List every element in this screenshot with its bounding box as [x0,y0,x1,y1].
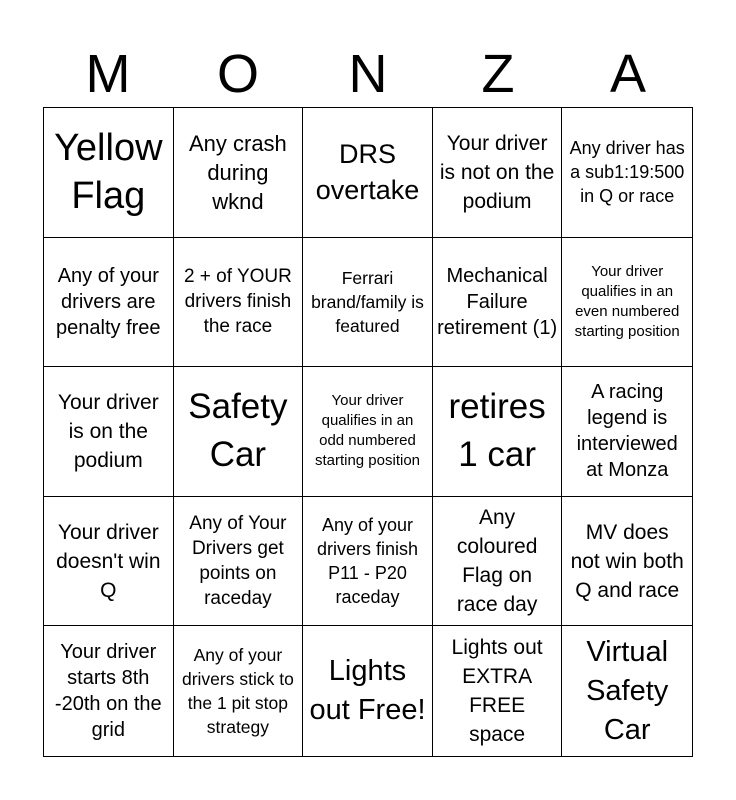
header-letter-a: A [609,44,647,104]
bingo-cell[interactable] [174,367,304,497]
cell-text: Any of your drivers are penalty free [56,264,161,339]
bingo-cell[interactable] [562,497,692,627]
bingo-cell[interactable] [433,238,563,368]
bingo-cell[interactable] [44,238,174,368]
bingo-cell[interactable] [174,108,304,238]
bingo-cell[interactable] [303,238,433,368]
bingo-cell[interactable] [433,367,563,497]
bingo-cell[interactable] [44,497,174,627]
cell-text: Ferrari brand/family is featured [311,267,424,336]
bingo-cell[interactable] [303,497,433,627]
bingo-cell[interactable] [433,626,563,756]
cell-text: Virtual Safety Car [586,635,669,746]
cell-text: retires 1 car [448,387,546,475]
cell-text: Your driver qualifies in an odd numbered starting position [314,392,421,470]
cell-text: Your driver qualifies in an even numbered starting position [574,262,680,340]
bingo-cell[interactable] [562,108,692,238]
cell-text: Any coloured Flag on race day [456,506,538,617]
bingo-cell[interactable] [44,367,174,497]
bingo-cell[interactable] [303,626,433,756]
bingo-cell[interactable] [433,108,563,238]
cell-text: Any of Your Drivers get points on raceday [189,513,287,610]
header-letter-o: O [216,44,259,104]
cell-text: Your driver is on the podium [57,390,159,472]
bingo-cell[interactable] [433,497,563,627]
header-letter-z: Z [481,44,515,104]
bingo-cell[interactable] [44,626,174,756]
cell-text: Lights out EXTRA FREE space [451,636,543,747]
cell-text: Any of your drivers stick to the 1 pit stop strategy [181,645,294,738]
cell-text: MV does not win both Q and race [570,520,684,602]
bingo-cell[interactable] [303,108,433,238]
bingo-cell[interactable] [174,497,304,627]
bingo-cell[interactable] [303,367,433,497]
bingo-cell[interactable] [562,626,692,756]
cell-text: Lights out Free! [309,655,426,727]
cell-text: Your driver doesn't win Q [56,520,161,602]
cell-text: Any crash during wknd [188,130,287,214]
cell-text: DRS overtake [315,139,420,206]
header-letter-m: M [85,44,131,104]
cell-text: Your driver starts 8th -20th on the grid [54,641,162,742]
bingo-cell[interactable] [174,238,304,368]
cell-text: Any of your drivers finish P11 - P20 raceday [316,515,418,608]
bingo-cell[interactable] [562,238,692,368]
bingo-cell[interactable] [44,108,174,238]
cell-text: A racing legend is interviewed at Monza [576,381,678,482]
bingo-board [43,107,693,757]
cell-text: Any driver has a sub1:19:500 in Q or race [569,138,685,207]
header-letter-n: N [348,44,388,104]
cell-text: 2 + of YOUR drivers finish the race [183,266,292,338]
cell-text: Safety Car [188,387,288,475]
bingo-cell[interactable] [562,367,692,497]
cell-text: Your driver is not on the podium [439,131,555,213]
cell-text: Mechanical Failure retirement (1) [437,264,558,339]
bingo-cell[interactable] [174,626,304,756]
bingo-header [43,40,693,108]
cell-text: Yellow Flag [54,127,163,218]
